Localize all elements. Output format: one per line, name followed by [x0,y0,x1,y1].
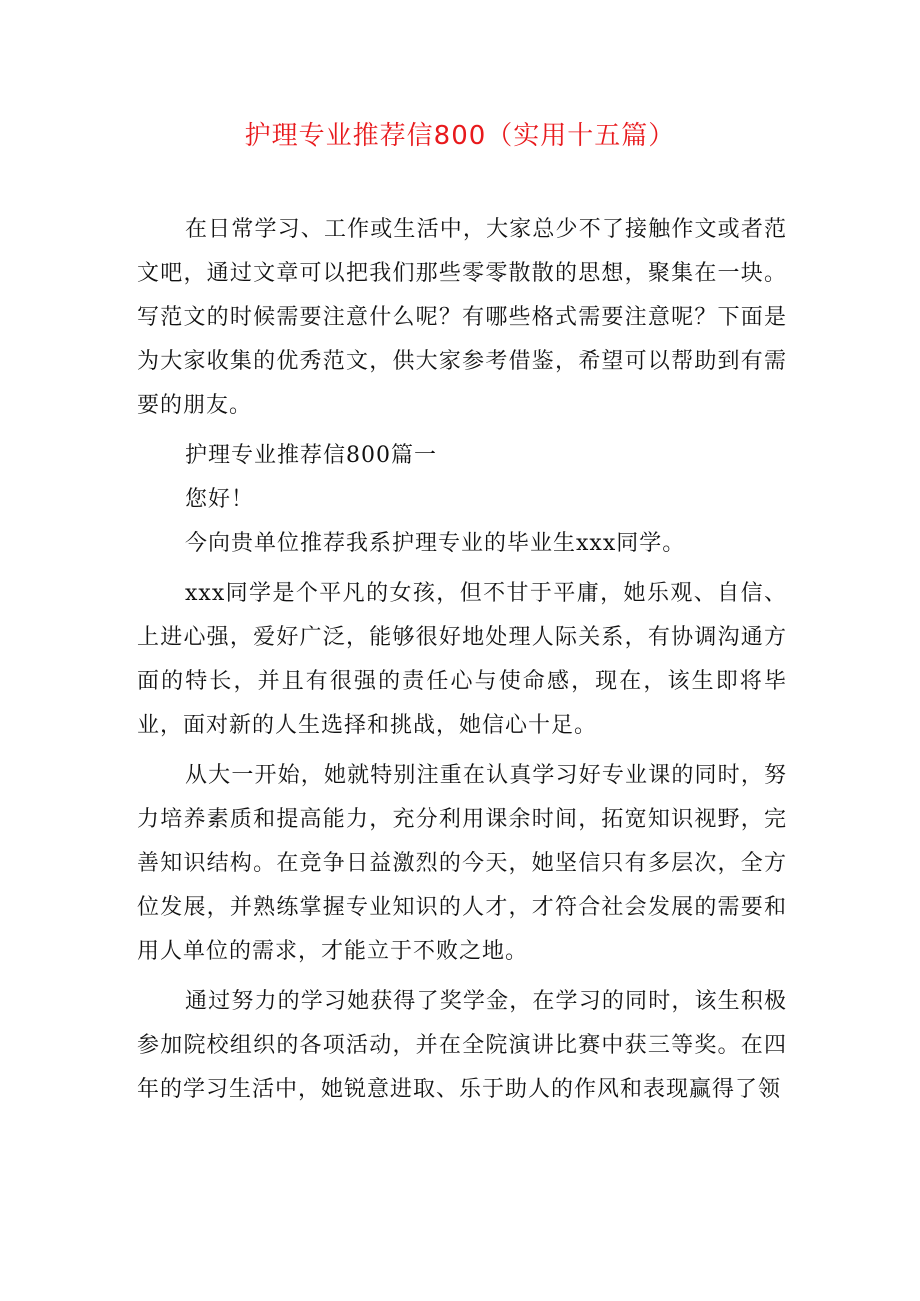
paragraph-study: 从大一开始，她就特别注重在认真学习好专业课的同时，努力培养素质和提高能力，充分利用课余时间，拓宽知识视野，完善知识结构。在竞争日益激烈的今天，她坚信只有多层次，全方位发展，并熟练掌握专业知识的人才，才符合社会发展的需要和用人单位的需求，才能立于不败之地。 [137,763,787,964]
document-title: 护理专业推荐信800（实用十五篇） [244,121,676,151]
paragraph-character: xxx同学是个平凡的女孩，但不甘于平庸，她乐观、自信、上进心强，爱好广泛，能够很好地处理人际关系，有协调沟通方面的特长，并且有很强的责任心与使命感，现在，该生即将毕业，面对新的人生选择和挑战，她信心十足。 [137,581,787,738]
greeting: 您好！ [185,487,255,512]
document-body [137,208,787,1118]
section-heading: 护理专业推荐信800篇一 [185,443,437,468]
paragraph-awards: 通过努力的学习她获得了奖学金，在学习的同时，该生积极参加院校组织的各项活动，并在全院演讲比赛中获三等奖。在四年的学习生活中，她锐意进取、乐于助人的作风和表现赢得了领 [137,989,787,1102]
paragraph-intro: 在日常学习、工作或生活中，大家总少不了接触作文或者范文吧，通过文章可以把我们那些零零散散的思想，聚集在一块。写范文的时候需要注意什么呢？有哪些格式需要注意呢？下面是为大家收集的优秀范文，供大家参考借鉴，希望可以帮助到有需要的朋友。 [137,217,787,418]
paragraph-recommend: 今向贵单位推荐我系护理专业的毕业生xxx同学。 [185,531,686,556]
